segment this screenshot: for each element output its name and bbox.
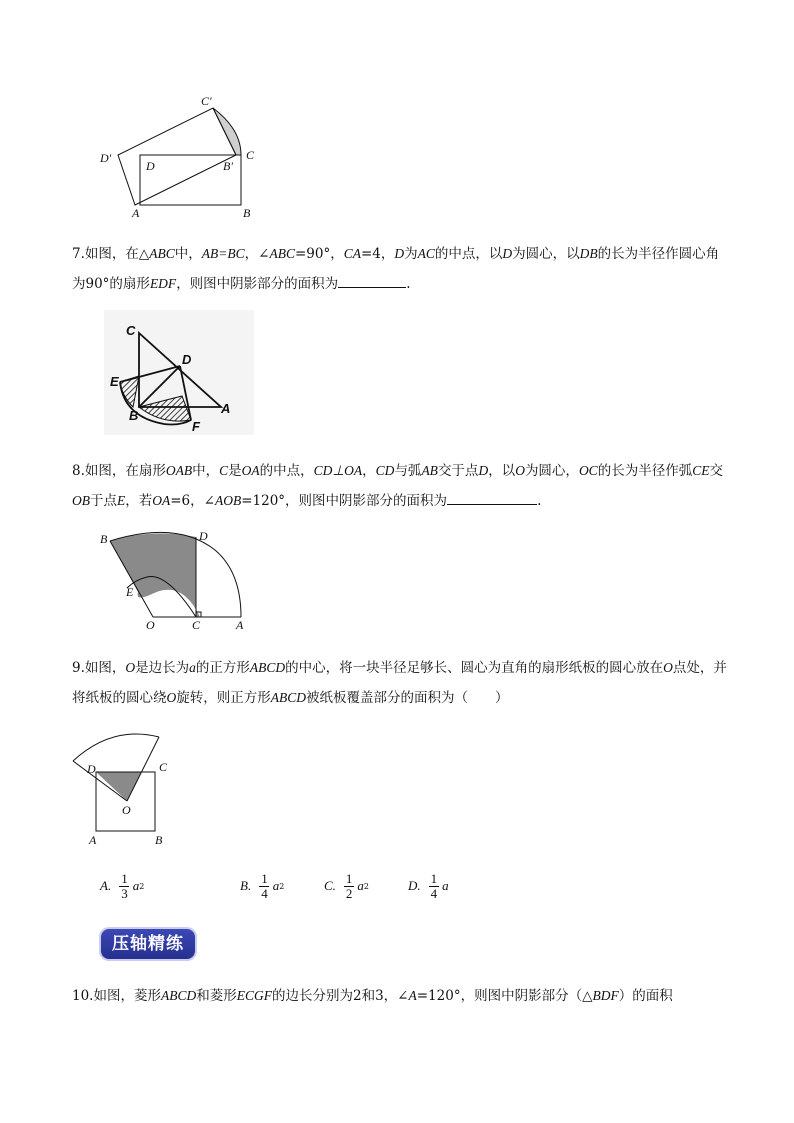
label-c: C <box>159 760 168 774</box>
answer-blank-8[interactable] <box>447 490 537 505</box>
question-8: 8.如图，在扇形OAB中，C是OA的中点，CD⊥OA，CD与弧AB交于点D，以O为圆心，OC的长为半径作弧CE交OB于点E，若OA=6，∠AOB=120°，则图中阴影部分的面积为 . <box>72 463 723 509</box>
question-9-choices <box>100 866 700 906</box>
figure-6-rotated-rectangle <box>90 88 270 223</box>
label-c-prime: C′ <box>201 94 212 108</box>
label-d: D <box>199 529 208 543</box>
label-d: D <box>146 159 155 173</box>
label-e: E <box>126 585 134 599</box>
label-b: B <box>100 532 108 546</box>
choice-c[interactable]: C. $\frac{1}{2}$ a 2 <box>324 870 370 901</box>
label-e: E <box>110 374 119 389</box>
label-b-prime: B′ <box>223 159 233 173</box>
figure-8-sector <box>95 528 255 634</box>
label-f: F <box>192 419 200 434</box>
label-b: B <box>243 206 251 220</box>
section-badge: 压轴精练 <box>101 929 195 959</box>
choice-d[interactable]: D. $\frac{1}{4}$ a <box>408 870 449 901</box>
choice-a[interactable]: A. $\frac{1}{3}$ a 2 <box>100 870 145 901</box>
label-c: C <box>192 618 201 632</box>
label-a: A <box>89 833 97 847</box>
label-d: D <box>87 762 96 776</box>
label-d: D <box>182 352 192 367</box>
label-c: C <box>246 148 255 162</box>
figure-8-shaded-region <box>110 533 200 617</box>
figure-6-shaded-region <box>213 108 241 155</box>
label-d-prime: D′ <box>100 151 112 165</box>
label-b: B <box>155 833 163 847</box>
label-b: B <box>129 408 139 423</box>
question-9: 9.如图，O是边长为a的正方形ABCD的中心，将一块半径足够长、圆心为直角的扇形纸板的圆心放在O点处，并将纸板的圆心绕O旋转，则正方形ABCD被纸板覆盖部分的面积为（ ） <box>72 660 727 706</box>
label-a: A <box>221 401 231 416</box>
label-c: C <box>126 323 136 338</box>
figure-6-rotated-rectangle-ab-c-d <box>118 108 236 205</box>
figure-9-square-sector <box>68 725 178 850</box>
figure-7-sector-triangle <box>104 310 254 435</box>
choice-b[interactable]: B. $\frac{1}{4}$ a 2 <box>240 870 285 901</box>
label-o: O <box>146 618 155 632</box>
answer-blank-7[interactable] <box>338 273 406 288</box>
label-o: O <box>122 803 131 817</box>
label-a: A <box>236 618 244 632</box>
question-7: 7.如图，在△ABC中，AB=BC，∠ABC=90°，CA=4，D为AC的中点，以D为圆心，以DB的长为半径作圆心角为90°的扇形EDF，则图中阴影部分的面积为 . <box>72 246 720 292</box>
label-a: A <box>132 206 140 220</box>
question-10: 10.如图，菱形ABCD和菱形ECGF的边长分别为2和3，∠A=120°，则图中阴影部分（△BDF）的面积 <box>72 988 673 1004</box>
